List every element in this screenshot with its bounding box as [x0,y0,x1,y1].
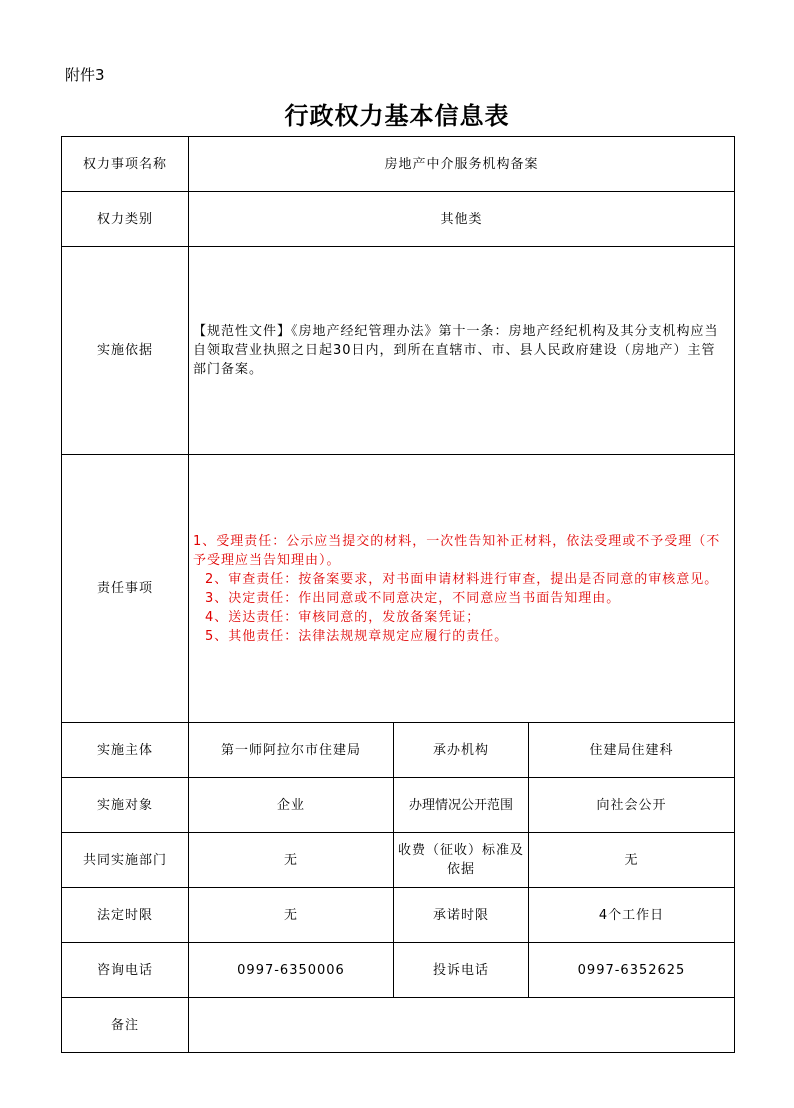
duty-item: 5、其他责任：法律法规规章规定应履行的责任。 [205,628,509,644]
power-name-value: 房地产中介服务机构备案 [189,137,735,192]
remark-value [189,998,735,1053]
table-row [62,998,735,1053]
subject-value: 第一师阿拉尔市住建局 [189,723,394,778]
row-label: 实施依据 [62,247,189,455]
table-row [62,778,735,833]
row-label: 法定时限 [62,888,189,943]
power-category-value: 其他类 [189,192,735,247]
row-label: 承诺时限 [394,888,529,943]
table-row [62,192,735,247]
fee-value: 无 [529,833,735,888]
duty-item: 2、审查责任：按备案要求，对书面申请材料进行审查，提出是否同意的审核意见。 [205,571,719,587]
row-label: 责任事项 [62,455,189,723]
row-label: 权力事项名称 [62,137,189,192]
duty-item: 4、送达责任：审核同意的，发放备案凭证； [205,609,481,625]
consult-phone-value: 0997-6350006 [189,943,394,998]
row-label: 承办机构 [394,723,529,778]
duties-text [189,455,735,723]
handling-org-value: 住建局住建科 [529,723,735,778]
row-label: 共同实施部门 [62,833,189,888]
table-row [62,943,735,998]
basis-text: 【规范性文件】《房地产经纪管理办法》第十一条：房地产经纪机构及其分支机构应当自领取营业执照之日起30日内，到所在直辖市、市、县人民政府建设（房地产）主管部门备案。 [189,247,735,455]
row-label: 收费（征收）标准及依据 [394,833,529,888]
table-row [62,723,735,778]
table-row [62,247,735,455]
promised-deadline-value: 4个工作日 [529,888,735,943]
table-row [62,137,735,192]
row-label: 实施对象 [62,778,189,833]
row-label: 投诉电话 [394,943,529,998]
row-label: 办理情况公开范围 [394,778,529,833]
duty-item: 1、受理责任：公示应当提交的材料，一次性告知补正材料，依法受理或不予受理（不予受理应当告知理由）。 [193,533,721,568]
row-label: 咨询电话 [62,943,189,998]
row-label: 实施主体 [62,723,189,778]
table-row [62,888,735,943]
legal-deadline-value: 无 [189,888,394,943]
duty-item: 3、决定责任：作出同意或不同意决定，不同意应当书面告知理由。 [205,590,621,606]
attachment-label: 附件3 [65,66,105,84]
target-value: 企业 [189,778,394,833]
disclosure-value: 向社会公开 [529,778,735,833]
row-label: 备注 [62,998,189,1053]
table-row [62,833,735,888]
page-title: 行政权力基本信息表 [284,101,510,130]
row-label: 权力类别 [62,192,189,247]
complaint-phone-value: 0997-6352625 [529,943,735,998]
joint-dept-value: 无 [189,833,394,888]
table-row [62,455,735,723]
info-table [61,136,735,1053]
